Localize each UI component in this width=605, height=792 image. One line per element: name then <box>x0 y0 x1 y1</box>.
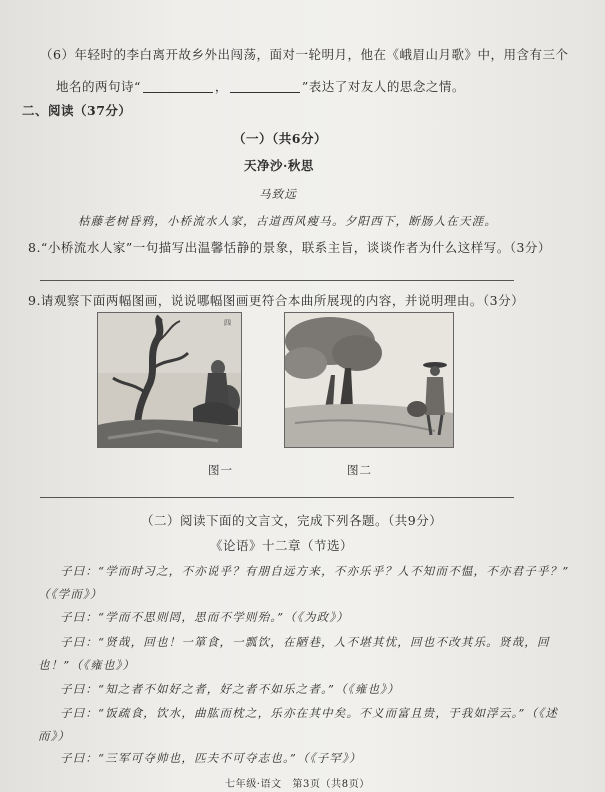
figure-2-image <box>284 312 454 448</box>
answer-line-q8[interactable] <box>40 280 514 281</box>
lunyu-line-4: 子曰：“贤哉，回也！一箪食，一瓢饮，在陋巷，人不堪其忧，回也不改其乐。贤哉，回 <box>60 635 550 649</box>
q6-line2 <box>56 79 465 95</box>
figure-1-drawing <box>98 313 241 447</box>
part1-title: （一）（共6分） <box>233 131 327 146</box>
lunyu-line-3: 子曰：“学而不思则罔，思而不学则殆。”（《为政》） <box>60 610 350 624</box>
section2-title: 二、阅读（37分） <box>22 103 132 118</box>
q6-line2-suffix: ”表达了对友人的思念之情。 <box>301 79 465 94</box>
lunyu-line-6: 子曰：“知之者不如好之者，好之者不如乐之者。”（《雍也》） <box>60 682 400 696</box>
q6-separator: ， <box>214 79 228 94</box>
figure-1-caption: 图一 <box>208 463 233 477</box>
svg-text:四: 四 <box>224 319 231 327</box>
lunyu-line-1: 子曰：“学而时习之，不亦说乎？有朋自远方来，不亦乐乎？人不知而不愠，不亦君子乎？” <box>60 564 570 578</box>
poem-author: 马致远 <box>259 187 298 201</box>
lunyu-line-8: 而》） <box>38 729 71 743</box>
lunyu-line-5: 也！”（《雍也》） <box>38 658 136 672</box>
figure-2-caption: 图二 <box>347 463 372 477</box>
page-footer: 七年级·语文 第3页（共8页） <box>225 779 370 790</box>
lunyu-line-9: 子曰：“三军可夺帅也，匹夫不可夺志也。”（《子罕》） <box>60 751 362 765</box>
figure-2-drawing <box>285 313 453 447</box>
q6-line1: （6）年轻时的李白离开故乡外出闯荡，面对一轮明月，他在《峨眉山月歌》中，用含有三个 <box>40 47 569 62</box>
lunyu-line-7: 子曰：“饭疏食，饮水，曲肱而枕之，乐亦在其中矣。不义而富且贵，于我如浮云。”（《述 <box>60 706 558 720</box>
lunyu-title: 《论语》十二章（节选） <box>210 538 354 553</box>
answer-blank-2[interactable] <box>230 80 300 93</box>
question-8: 8.“小桥流水人家”一句描写出温馨恬静的景象，联系主旨，谈谈作者为什么这样写。（3分） <box>28 240 551 255</box>
poem-text: 枯藤老树昏鸦，小桥流水人家，古道西风瘦马。夕阳西下，断肠人在天涯。 <box>78 214 498 228</box>
answer-blank-1[interactable] <box>143 80 213 93</box>
figure-1-image <box>97 312 242 448</box>
answer-line-q9[interactable] <box>40 497 514 498</box>
lunyu-line-2: （《学而》） <box>38 587 103 601</box>
poem-title: 天净沙·秋思 <box>244 158 314 173</box>
q6-line2-prefix: 地名的两句诗“ <box>56 79 141 94</box>
question-9: 9.请观察下面两幅图画，说说哪幅图画更符合本曲所展现的内容，并说明理由。（3分） <box>28 293 525 308</box>
part2-title: （二）阅读下面的文言文，完成下列各题。（共9分） <box>141 513 443 528</box>
